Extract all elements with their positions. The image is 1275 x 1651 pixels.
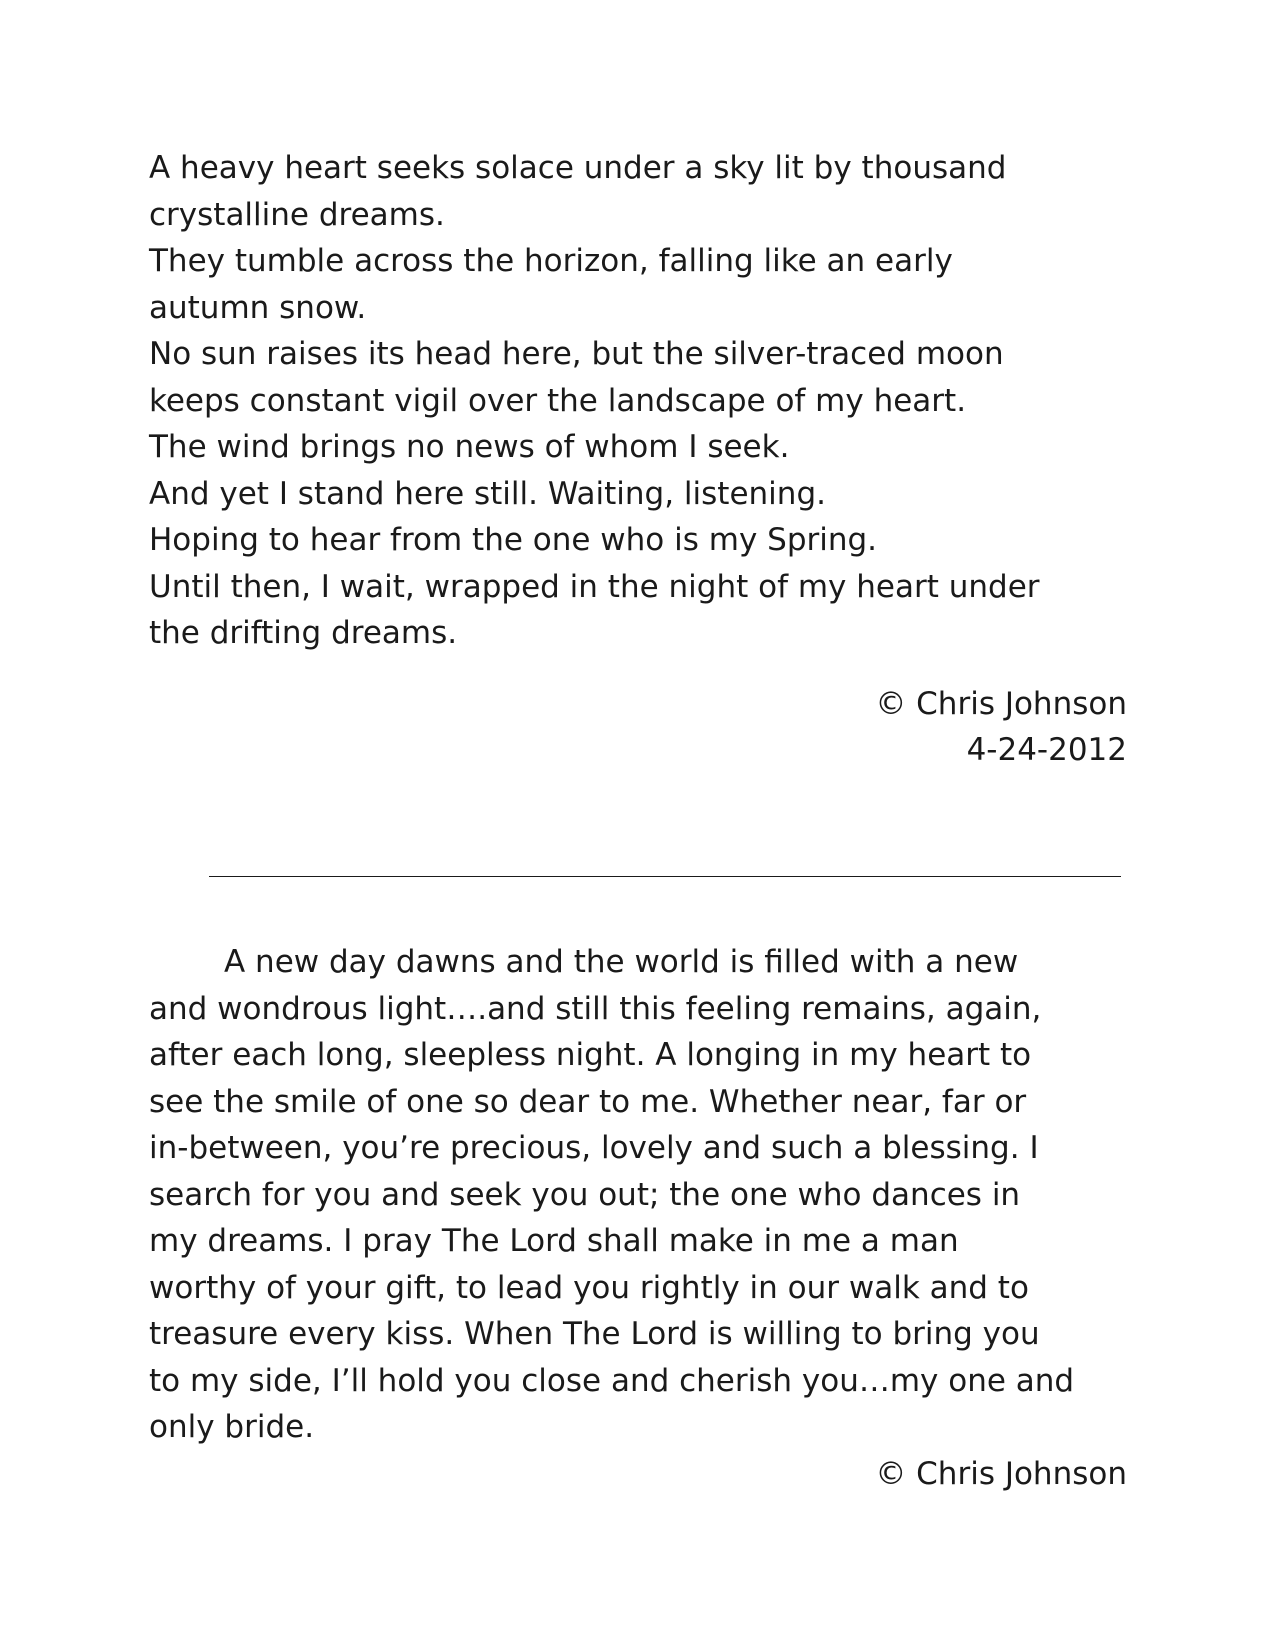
poem-line: A heavy heart seeks solace under a sky lit by thousand bbox=[149, 150, 1007, 186]
prose-line: in-between, you’re precious, lovely and such a blessing. I bbox=[149, 1130, 1039, 1166]
poem-date: 4-24-2012 bbox=[966, 732, 1127, 768]
poem-line: The wind brings no news of whom I seek. bbox=[149, 429, 790, 465]
prose-line: my dreams. I pray The Lord shall make in me a man bbox=[149, 1223, 959, 1259]
poem-line: No sun raises its head here, but the silver-traced moon bbox=[149, 336, 1004, 372]
prose-line: only bride. bbox=[149, 1409, 315, 1445]
prose-line: see the smile of one so dear to me. Whether near, far or bbox=[149, 1083, 1027, 1120]
poem-line: Until then, I wait, wrapped in the night of my heart under bbox=[149, 568, 1040, 605]
prose-copyright: © Chris Johnson bbox=[875, 1455, 1127, 1492]
prose-line: to my side, I’ll hold you close and cherish you…my one and bbox=[149, 1362, 1075, 1399]
prose-line: and wondrous light….and still this feeling remains, again, bbox=[149, 990, 1042, 1027]
poem-text bbox=[149, 145, 1127, 657]
poem-line: Hoping to hear from the one who is my Spring. bbox=[149, 522, 878, 558]
poem-copyright: © Chris Johnson bbox=[875, 685, 1127, 722]
poem-line: autumn snow. bbox=[149, 289, 367, 326]
poem-line: crystalline dreams. bbox=[149, 196, 445, 233]
poem-line: the drifting dreams. bbox=[149, 615, 458, 651]
prose-line: search for you and seek you out; the one who dances in bbox=[149, 1176, 1021, 1213]
prose-line: A new day dawns and the world is filled with a new bbox=[224, 944, 1019, 980]
section-divider bbox=[209, 876, 1121, 877]
poem-line: They tumble across the horizon, falling like an early bbox=[149, 243, 953, 279]
prose-line: treasure every kiss. When The Lord is willing to bring you bbox=[149, 1316, 1040, 1352]
prose-line: worthy of your gift, to lead you rightly in our walk and to bbox=[149, 1269, 1029, 1306]
prose-line: after each long, sleepless night. A longing in my heart to bbox=[149, 1037, 1032, 1073]
prose-section bbox=[149, 939, 1127, 1497]
poem-line: And yet I stand here still. Waiting, listening. bbox=[149, 475, 826, 512]
poem-line: keeps constant vigil over the landscape of my heart. bbox=[149, 382, 967, 419]
poem-section bbox=[149, 145, 1127, 774]
